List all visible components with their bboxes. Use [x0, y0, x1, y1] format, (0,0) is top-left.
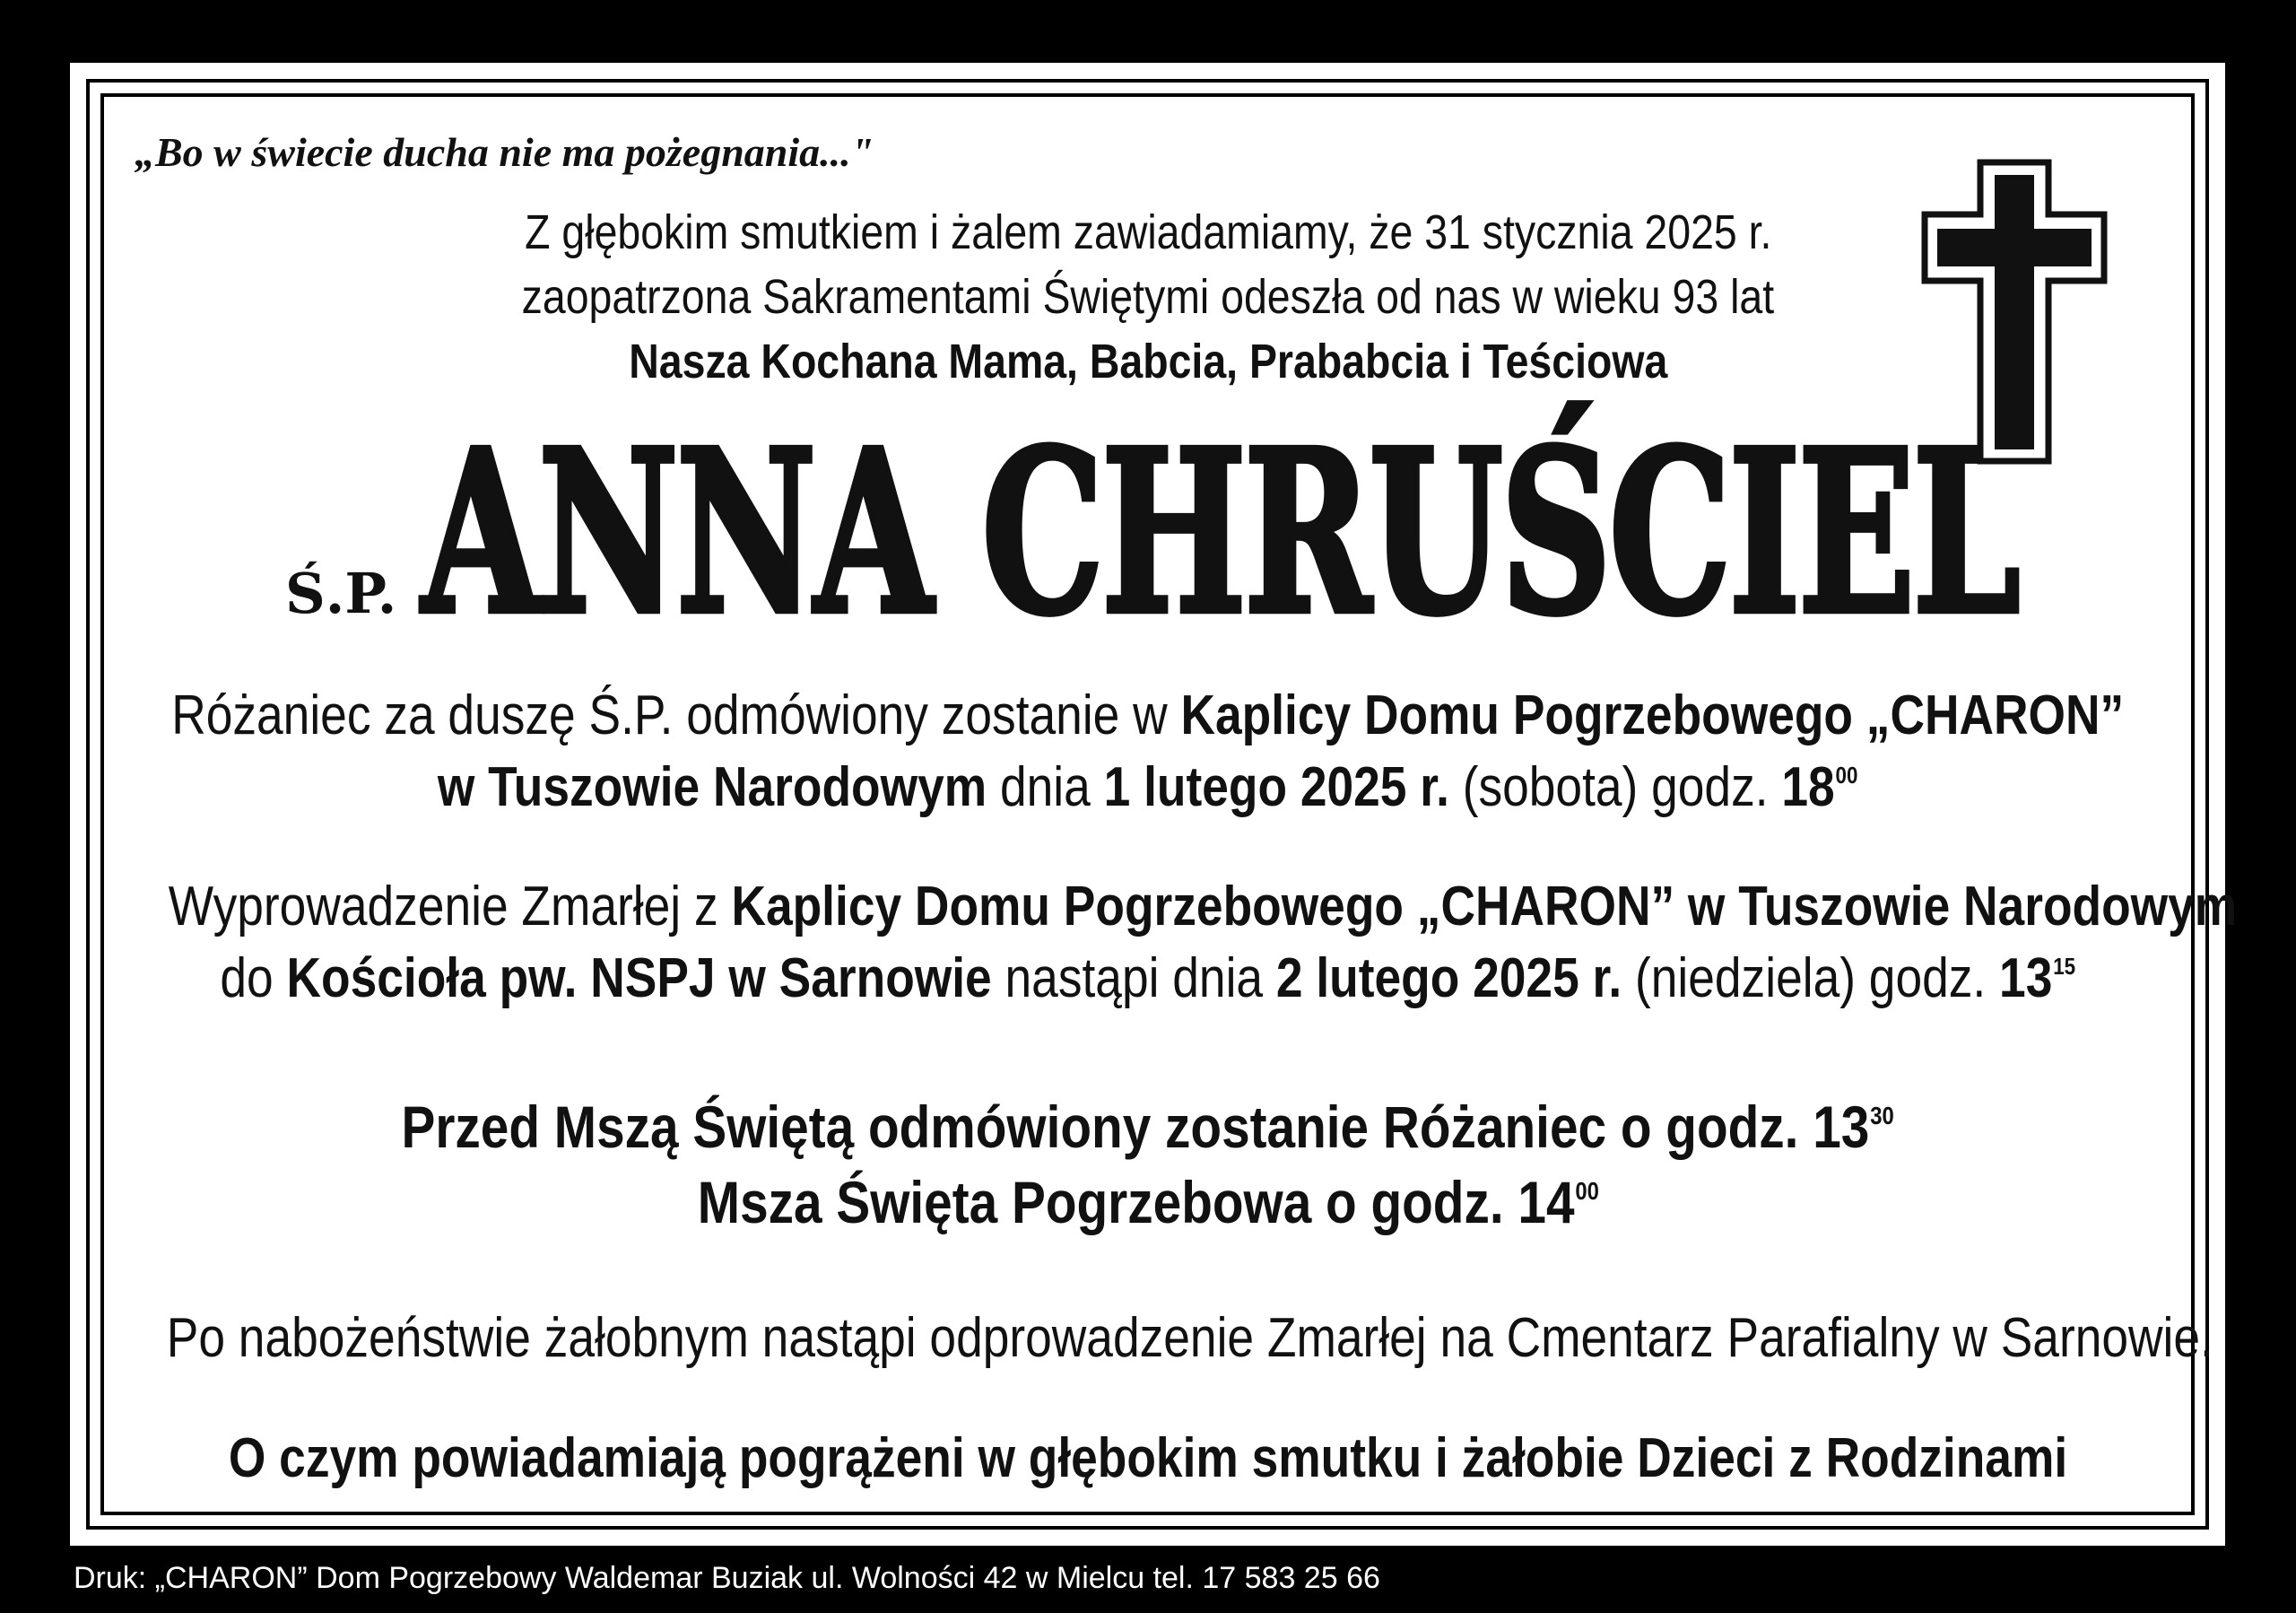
- intro-line-3: [0, 334, 2296, 389]
- procession-hour: 13: [1999, 947, 2053, 1009]
- rosary-intro: Różaniec za duszę Ś.P. odmówiony zostanie w: [171, 684, 1181, 746]
- funeral-mass: Msza Święta Pogrzebowa o godz. 14: [697, 1169, 1575, 1235]
- procession-chapel: Kaplicy Domu Pogrzebowego „CHARON” w Tuszowie Narodowym: [731, 876, 2238, 937]
- intro-line-1: [0, 205, 2296, 260]
- rosary-weekday: (sobota) godz.: [1449, 756, 1782, 818]
- rosary-day-word: dnia: [987, 756, 1104, 818]
- procession-date: 2 lutego 2025 r.: [1276, 947, 1622, 1009]
- closing-line: [0, 1426, 2296, 1490]
- mass-line-2: [0, 1168, 2296, 1236]
- deceased-name-row: [285, 402, 2296, 665]
- procession-text-2: [221, 946, 2076, 1010]
- procession-intro: Wyprowadzenie Zmarłej z: [168, 876, 732, 937]
- rosary-text-2: [438, 755, 1858, 819]
- closing-text: O czym powiadamiają pogrążeni w głębokim smutku i żałobie Dzieci z Rodzinami: [228, 1427, 2068, 1489]
- funeral-mass-minutes: 00: [1575, 1176, 1599, 1205]
- rosary-before-mass-minutes: 30: [1870, 1101, 1895, 1129]
- procession-when: nastąpi dnia: [991, 947, 1277, 1009]
- rosary-chapel: Kaplicy Domu Pogrzebowego „CHARON”: [1180, 684, 2125, 746]
- mass-text-2: [697, 1168, 1598, 1236]
- intro-line-2: [0, 269, 2296, 325]
- procession-minutes: 15: [2053, 953, 2076, 981]
- mass-text-1: [402, 1093, 1894, 1161]
- procession-church: Kościoła pw. NSPJ w Sarnowie: [286, 947, 992, 1009]
- rosary-line-1: [0, 684, 2296, 747]
- deceased-prefix: Ś.P.: [285, 561, 397, 626]
- motto-quote: „Bo w świecie ducha nie ma pożegnania...": [135, 129, 874, 175]
- printer-credit: Druk: „CHARON” Dom Pogrzebowy Waldemar Buziak ul. Wolności 42 w Mielcu tel. 17 583 25 66: [74, 1561, 1380, 1595]
- intro-text-1: Z głębokim smutkiem i żalem zawiadamiamy, że 31 stycznia 2025 r.: [524, 205, 1772, 259]
- rosary-date: 1 lutego 2025 r.: [1103, 756, 1450, 818]
- rosary-place: w Tuszowie Narodowym: [438, 756, 987, 818]
- burial-line: [0, 1306, 2296, 1370]
- relations-text: Nasza Kochana Mama, Babcia, Prababcia i Teściowa: [628, 335, 1668, 388]
- procession-weekday: (niedziela) godz.: [1622, 947, 2000, 1009]
- burial-text: Po nabożeństwie żałobnym nastąpi odprowadzenie Zmarłej na Cmentarz Parafialny w Sarnowie.: [166, 1307, 2213, 1369]
- intro-text-2: zaopatrzona Sakramentami Świętymi odeszła od nas w wieku 93 lat: [521, 270, 1775, 324]
- rosary-line-2: [0, 755, 2296, 819]
- rosary-hour: 18: [1781, 756, 1836, 818]
- mass-line-1: [0, 1093, 2296, 1161]
- rosary-before-mass: Przed Mszą Świętą odmówiony zostanie Różaniec o godz. 13: [401, 1094, 1870, 1160]
- procession-to: do: [220, 947, 287, 1009]
- procession-line-1: [0, 875, 2296, 938]
- deceased-name: ANNA CHRUŚCIEL: [422, 402, 2019, 665]
- rosary-minutes: 00: [1835, 762, 1858, 789]
- procession-line-2: [0, 946, 2296, 1010]
- rosary-text-1: [172, 684, 2125, 747]
- procession-text-1: [169, 875, 2237, 938]
